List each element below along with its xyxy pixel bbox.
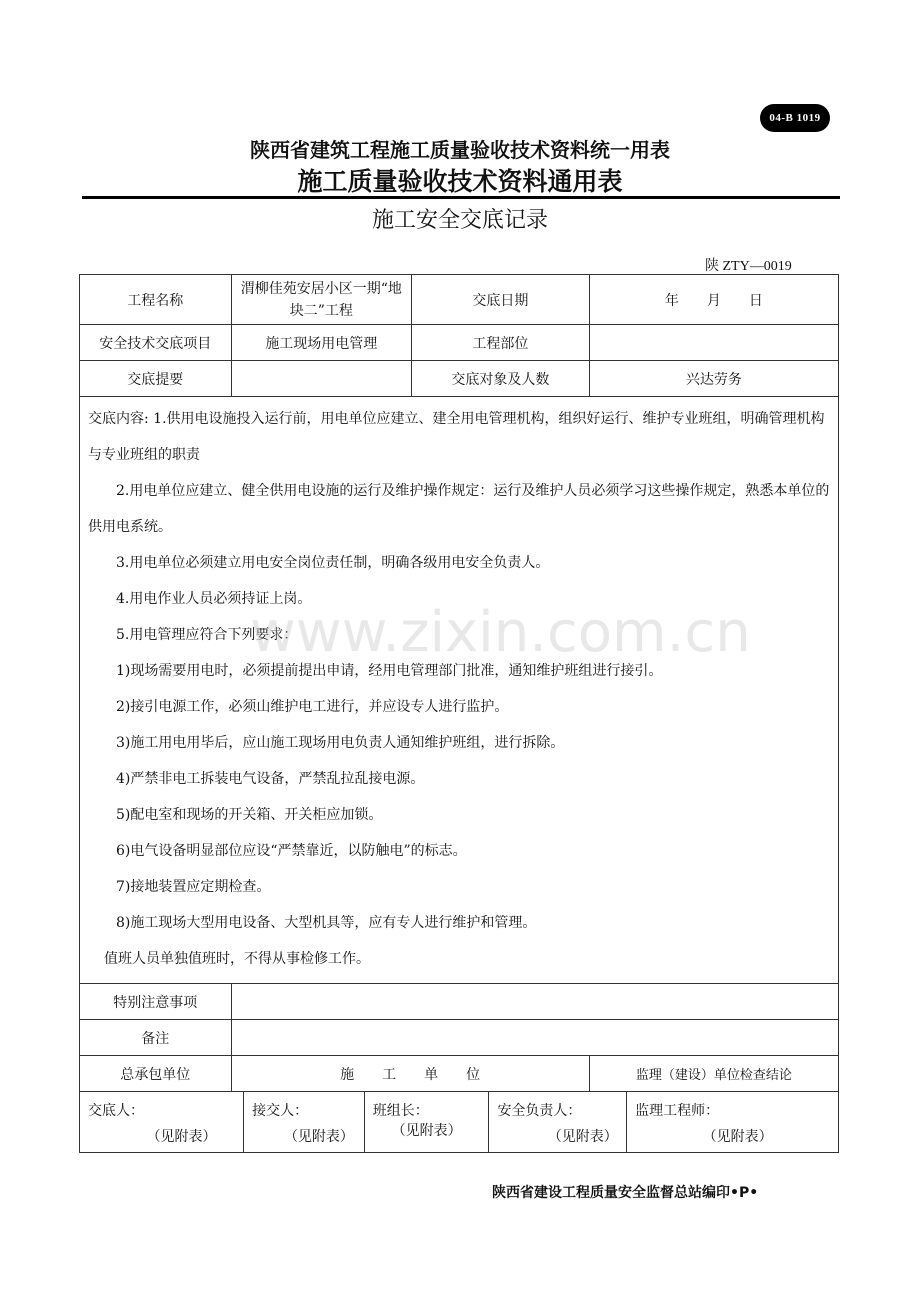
content-line: 5)配电室和现场的开关箱、开关柜应加锁。 bbox=[116, 807, 383, 823]
summary-value bbox=[231, 361, 411, 397]
content-line: 8)施工现场大型用电设备、大型机具等，应有专人进行维护和管理。 bbox=[116, 915, 537, 931]
date-value: 年 月 日 bbox=[589, 275, 838, 325]
project-name-value: 渭柳佳苑安居小区一期“地块二”工程 bbox=[231, 275, 411, 325]
content-line: 1)现场需要用电时，必须提前提出申请，经用电管理部门批准，通知维护班组进行接引。 bbox=[116, 663, 663, 679]
signature-role: 班组长： bbox=[372, 1103, 429, 1119]
special-notes-value bbox=[231, 984, 838, 1020]
content-line: 4.用电作业人员必须持证上岗。 bbox=[116, 591, 312, 607]
content-line: 4)严禁非电工拆装电气设备，严禁乱拉乱接电源。 bbox=[116, 771, 425, 787]
signature-value: （见附表） bbox=[146, 1129, 217, 1145]
date-label: 交底日期 bbox=[412, 275, 590, 325]
target-label: 交底对象及人数 bbox=[412, 361, 590, 397]
title-divider bbox=[82, 196, 840, 199]
form-code: 陕 ZTY—0019 bbox=[705, 259, 792, 274]
signature-value: （见附表） bbox=[547, 1129, 618, 1145]
publisher-footer: 陕西省建设工程质量安全监督总站编印•P• bbox=[492, 1185, 759, 1201]
project-part-label: 工程部位 bbox=[412, 325, 590, 361]
special-notes-label: 特别注意事项 bbox=[80, 984, 232, 1020]
summary-label: 交底提要 bbox=[80, 361, 232, 397]
briefing-item-value: 施工现场用电管理 bbox=[231, 325, 411, 361]
signature-row bbox=[80, 1092, 839, 1153]
briefing-content bbox=[80, 397, 839, 984]
signature-cell-safety-officer bbox=[489, 1092, 627, 1152]
signature-cell-team-leader bbox=[364, 1092, 489, 1152]
signature-cell-briefer bbox=[80, 1092, 244, 1152]
signature-role: 监理工程师： bbox=[635, 1103, 720, 1119]
construction-unit-label: 施 工 单 位 bbox=[231, 1056, 589, 1092]
signature-value: （见附表） bbox=[391, 1123, 462, 1139]
signature-role: 安全负责人： bbox=[497, 1103, 582, 1119]
signature-role: 交底人： bbox=[88, 1103, 144, 1119]
safety-briefing-table bbox=[79, 274, 839, 1153]
document-title: 陕西省建筑工程施工质量验收技术资料统一用表 bbox=[250, 138, 670, 162]
form-title: 施工安全交底记录 bbox=[371, 208, 548, 233]
content-line: 2.用电单位应建立、健全供用电设施的运行及维护操作规定：运行及维护人员必须学习这些操作规定，熟悉本单位的供用电系统。 bbox=[88, 483, 830, 535]
document-subtitle: 施工质量验收技术资料通用表 bbox=[297, 167, 623, 196]
remark-label: 备注 bbox=[80, 1020, 232, 1056]
briefing-item-label: 安全技术交底项目 bbox=[80, 325, 232, 361]
remark-value bbox=[231, 1020, 838, 1056]
content-line: 5.用电管理应符合下列要求： bbox=[116, 627, 298, 643]
content-line: 3.用电单位必须建立用电安全岗位责任制，明确各级用电安全负责人。 bbox=[116, 555, 550, 571]
content-line: 值班人员单独值班时，不得从事检修工作。 bbox=[104, 951, 370, 967]
project-name-label: 工程名称 bbox=[80, 275, 232, 325]
content-line: 交底内容: 1.供用电设施投入运行前，用电单位应建立、建全用电管理机构，组织好运行、维护专业班组，明确管理机构与专业班组的职责 bbox=[88, 411, 825, 463]
watermark: www.zixin.com.cn bbox=[250, 600, 751, 665]
signature-role: 接交人： bbox=[252, 1103, 309, 1119]
signature-table bbox=[80, 1092, 838, 1152]
supervisor-conclusion-label: 监理（建设）单位检查结论 bbox=[589, 1056, 838, 1092]
project-part-value bbox=[589, 325, 838, 361]
signature-cell-receiver bbox=[244, 1092, 365, 1152]
content-line: 7)接地装置应定期检查。 bbox=[116, 879, 271, 895]
signature-value: （见附表） bbox=[283, 1129, 354, 1145]
form-number-badge: 04-B 1019 bbox=[760, 104, 830, 132]
signature-cell-supervisor bbox=[627, 1092, 838, 1152]
contractor-label: 总承包单位 bbox=[80, 1056, 232, 1092]
target-value: 兴达劳务 bbox=[589, 361, 838, 397]
content-line: 2)接引电源工作，必须山维护电工进行，并应设专人进行监护。 bbox=[116, 699, 509, 715]
signature-value: （见附表） bbox=[702, 1129, 773, 1145]
content-line: 3)施工用电用毕后，应山施工现场用电负责人通知维护班组，进行拆除。 bbox=[116, 735, 565, 751]
content-line: 6)电气设备明显部位应设“严禁靠近，以防触电”的标志。 bbox=[116, 843, 467, 859]
